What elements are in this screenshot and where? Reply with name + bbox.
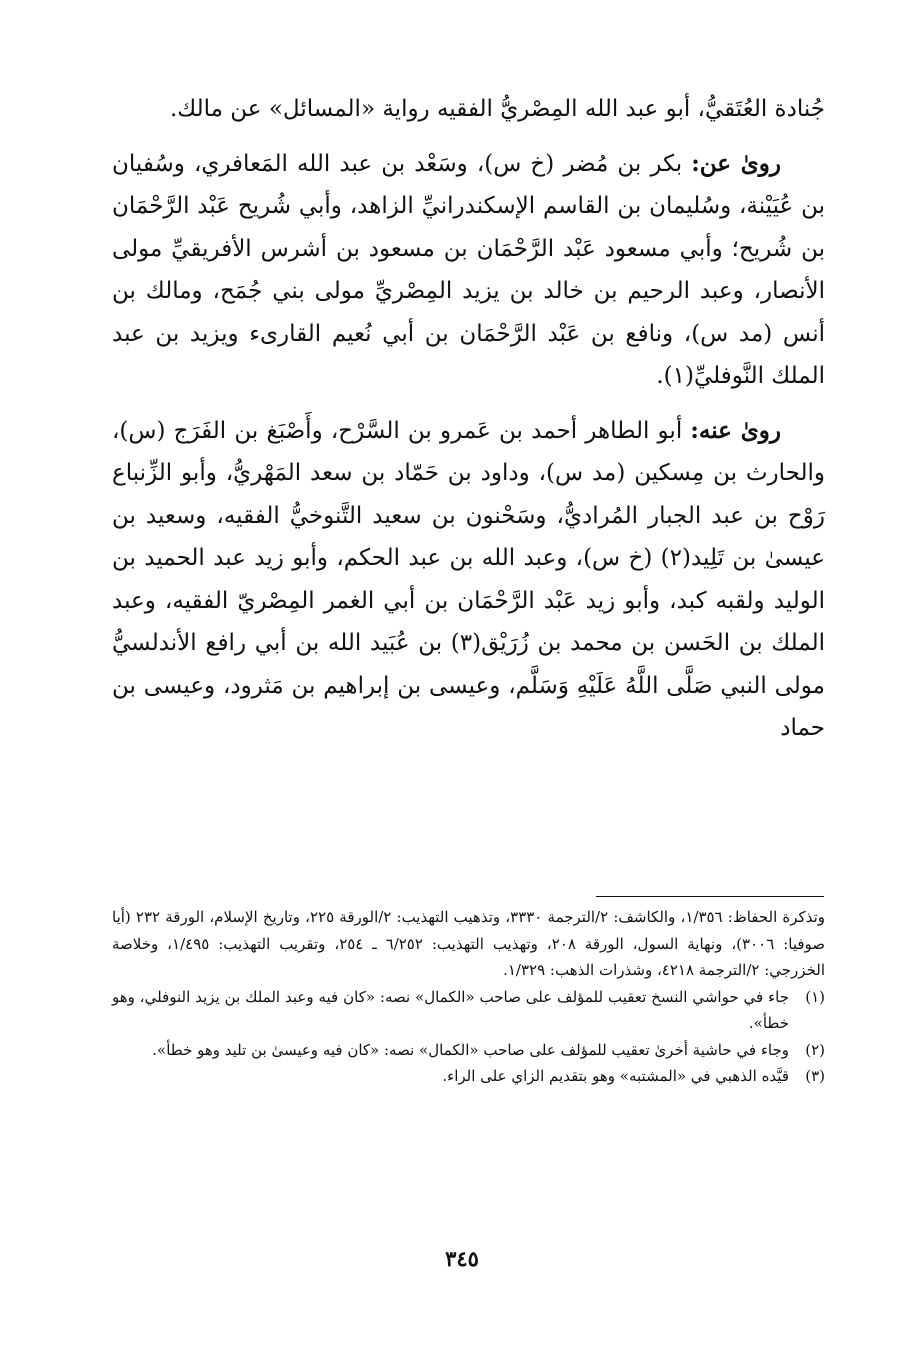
- paragraph-narrated-by: [112, 410, 825, 750]
- narrated-from-heading: روىٰ عن:: [691, 149, 781, 177]
- footnotes: [112, 904, 825, 1090]
- footnote-continuation: وتذكرة الحفاظ: ١/٣٥٦، والكاشف: ٢/الترجمة ٣٣٣٠، وتذهيب التهذيب: ٢/الورقة ٢٢٥، وتاريخ الإسلام، الورقة ٢٣٢ (أيا صوفيا: ٣٠٠٦)، ونهاية السول، الورقة ٢٠٨، وتهذيب التهذيب: ٦/٢٥٢ ـ ٢٥٤، وتقريب التهذيب: ١/٤٩٥، وخلاصة الخزرجي: ٢/الترجمة ٤٢١٨، وشذرات الذهب: ١/٣٢٩.: [112, 908, 826, 979]
- footnote-separator: [596, 896, 824, 897]
- footnote-item: [112, 1063, 825, 1090]
- footnote-number: (٢): [805, 1040, 825, 1059]
- footnote-text: قيَّده الذهبي في «المشتبه» وهو بتقديم الزاي على الراء.: [442, 1067, 789, 1085]
- footnote-number: (٣): [805, 1067, 825, 1085]
- paragraph-intro: جُنادة العُتَقيُّ، أبو عبد الله المِصْريُّ الفقيه رواية «المسائل» عن مالك.: [169, 96, 825, 122]
- main-text: [112, 88, 825, 750]
- page-number: ٣٤٥: [445, 1246, 479, 1271]
- narrated-by-heading: روىٰ عنه:: [690, 416, 782, 444]
- narrated-by-text: أبو الطاهر أحمد بن عَمرو بن السَّرْح، وأَصْبَغ بن الفَرَج (س)، والحارث بن مِسكين (مد س)، وداود بن حَمّاد بن سعد المَهْريُّ، وأبو الزِّنباع رَوْح بن عبد الجبار المُراديُّ، وسَحْنون بن سعيد التَّنوخيُّ الفقيه، وسعيد بن عيسىٰ بن تَلِيد(٢) (خ س)، وعبد الله بن عبد الحكم، وأبو زيد عبد الحميد بن الوليد ولقبه كبد، وأبو زيد عَبْد الرَّحْمَان بن أبي الغمر المِصْريّ الفقيه، وعبد الملك بن الحَسن بن محمد بن زُرَيْق(٣) بن عُبَيد الله بن أبي رافع الأندلسيُّ مولى النبي صَلَّى اللَّهُ عَلَيْهِ وَسَلَّم، وعيسى بن إبراهيم بن مَثرود، وعيسى بن حماد: [112, 417, 825, 741]
- paragraph-narrated-from: [112, 143, 825, 398]
- footnote-text: جاء في حواشي النسخ تعقيب للمؤلف على صاحب «الكمال» نصه: «كان فيه وعبد الملك بن يزيد النوفلي، وهو خطأ».: [112, 987, 789, 1032]
- footnote-item: [112, 984, 825, 1037]
- footnote-number: (١): [805, 987, 825, 1006]
- footnote-item: [112, 1037, 825, 1064]
- narrated-from-text: بكر بن مُضر (خ س)، وسَعْد بن عبد الله المَعافري، وسُفيان بن عُيَيْنة، وسُليمان بن القاسم الإسكندرانيِّ الزاهد، وأبي شُريح عَبْد الرَّحْمَان بن شُريح؛ وأبي مسعود عَبْد الرَّحْمَان بن مسعود بن أشرس الأفريقيِّ مولى الأنصار، وعبد الرحيم بن خالد بن يزيد المِصْريِّ مولى بني جُمَح، ومالك بن أنس (مد س)، ونافع بن عَبْد الرَّحْمَان بن أبي نُعيم القارىء ويزيد بن عبد الملك النَّوفليِّ(١).: [112, 150, 825, 389]
- footnote-text: وجاء في حاشية أخرىٰ تعقيب للمؤلف على صاحب «الكمال» نصه: «كان فيه وعيسىٰ بن تليد وهو خطأ».: [152, 1040, 789, 1059]
